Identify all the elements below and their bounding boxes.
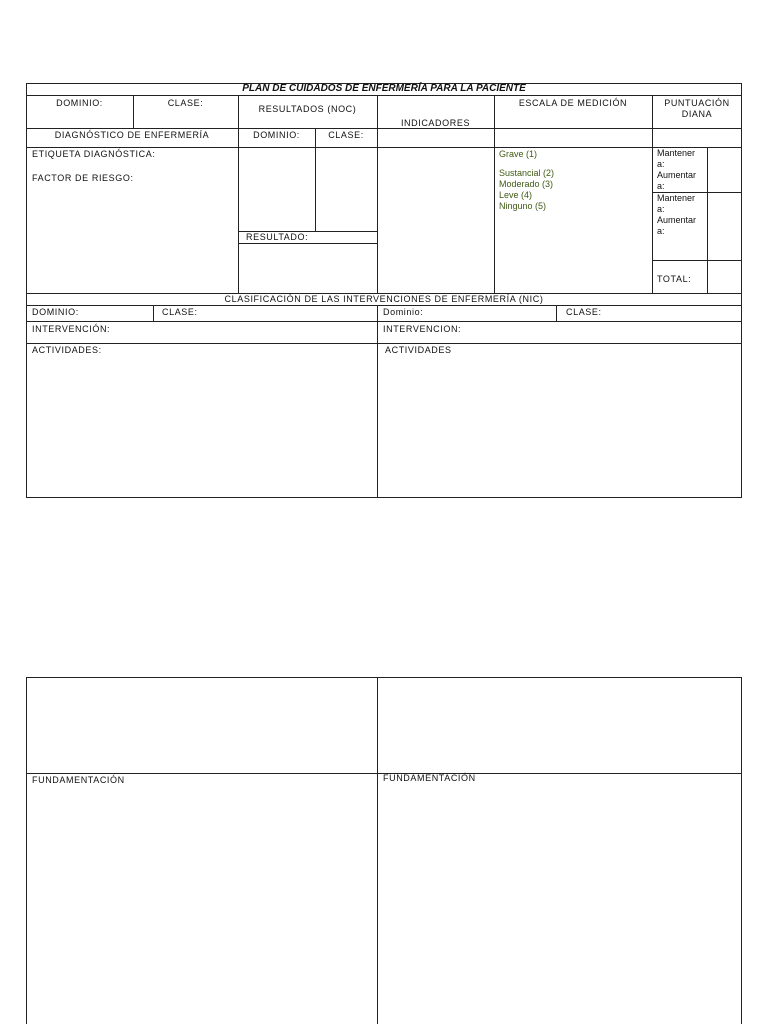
table-border — [26, 83, 27, 293]
table-rule — [315, 128, 316, 231]
table-rule — [556, 305, 557, 321]
diagnostico-header: DIAGNÓSTICO DE ENFERMERÍA — [54, 130, 210, 140]
nic-left-intervencion: INTERVENCIÓN: — [32, 324, 111, 334]
aumentar-label-2: Aumentar a: — [657, 215, 697, 236]
table-rule — [377, 677, 378, 1024]
nic-title: CLASIFICACIÓN DE LAS INTERVENCIONES DE ENFERMERÍA (NIC) — [224, 294, 544, 304]
table-rule — [238, 95, 239, 293]
table-rule — [153, 305, 154, 321]
etiqueta-diagnostica-label: ETIQUETA DIAGNÓSTICA: — [32, 149, 156, 159]
table-border — [741, 293, 742, 497]
scale-grave: Grave (1) — [499, 149, 538, 159]
table-border — [26, 677, 742, 678]
indicadores-header: INDICADORES — [400, 118, 471, 128]
table-rule — [377, 305, 378, 497]
mantener-label-2: Mantener a: — [657, 193, 696, 214]
escala-medicion-header: ESCALA DE MEDICIÓN — [518, 98, 628, 108]
dominio-label: DOMINIO: — [56, 98, 103, 108]
table-border — [741, 677, 742, 1024]
table-rule — [652, 95, 653, 293]
noc-dominio-label: DOMINIO: — [253, 130, 300, 140]
aumentar-label: Aumentar a: — [657, 170, 697, 191]
nic-left-clase: CLASE: — [162, 307, 198, 317]
table-rule — [26, 321, 742, 322]
table-rule — [652, 260, 742, 261]
nic-right-clase: CLASE: — [566, 307, 602, 317]
nic-right-dominio: Dominio: — [383, 307, 424, 317]
nic-right-actividades: ACTIVIDADES — [385, 345, 452, 355]
nic-right-intervencion: INTERVENCION: — [383, 324, 462, 334]
fundamentacion-left-label: FUNDAMENTACIÓN — [32, 775, 125, 785]
table-rule — [238, 243, 377, 244]
clase-label: CLASE: — [167, 98, 204, 108]
scale-sustancial: Sustancial (2) — [499, 168, 555, 178]
nic-left-dominio: DOMINIO: — [32, 307, 79, 317]
factor-riesgo-label: FACTOR DE RIESGO: — [32, 173, 134, 183]
scale-ninguno: Ninguno (5) — [499, 201, 547, 211]
puntuacion-diana-header: PUNTUACIÓN DIANA — [664, 98, 730, 119]
resultado-label: RESULTADO: — [246, 232, 309, 242]
mantener-label: Mantener a: — [657, 148, 696, 169]
fundamentacion-right-label: FUNDAMENTACIÓN — [383, 773, 476, 783]
scale-moderado: Moderado (3) — [499, 179, 554, 189]
resultados-noc-header: RESULTADOS (NOC) — [258, 104, 357, 114]
table-rule — [494, 95, 495, 293]
noc-clase-label: CLASE: — [328, 130, 364, 140]
nic-left-actividades: ACTIVIDADES: — [32, 345, 102, 355]
scale-leve: Leve (4) — [499, 190, 533, 200]
table-border — [26, 497, 742, 498]
care-plan-title: PLAN DE CUIDADOS DE ENFERMERÍA PARA LA PACIENTE — [242, 83, 526, 94]
table-rule — [707, 147, 708, 293]
table-border — [26, 677, 27, 1024]
table-rule — [26, 343, 742, 344]
table-rule — [26, 147, 742, 148]
total-label: TOTAL: — [657, 274, 692, 284]
table-rule — [26, 305, 742, 306]
table-border — [26, 293, 27, 497]
